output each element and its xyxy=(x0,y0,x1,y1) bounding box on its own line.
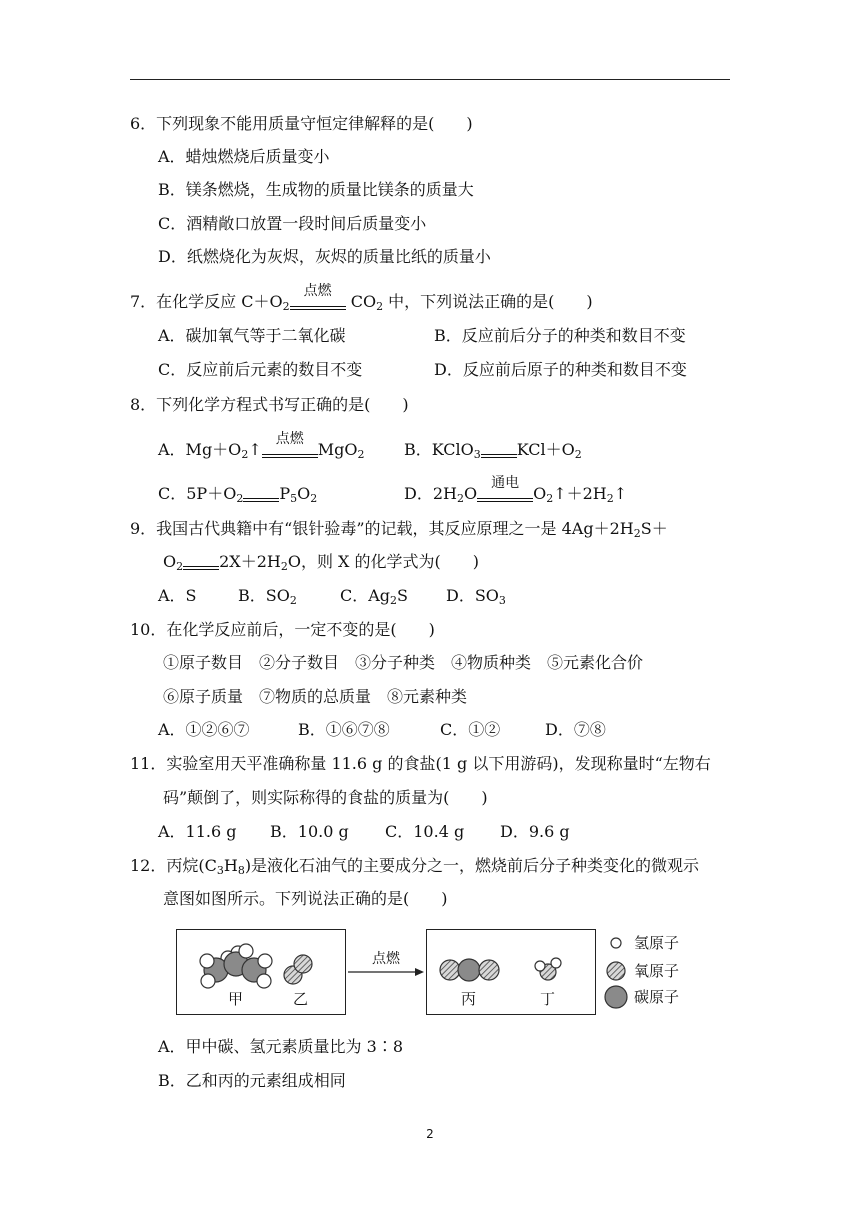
question-11-option-a: A．11.6 g xyxy=(158,822,237,841)
q8d-o2: O xyxy=(533,484,547,503)
question-11-option-c: C．10.4 g xyxy=(385,822,465,841)
question-10-option-a: A．①②⑥⑦ xyxy=(158,720,250,739)
q9-sub-c: 2 xyxy=(280,560,288,573)
question-6-option-d: D．纸燃烧化为灰烬，灰烬的质量比纸的质量小 xyxy=(158,247,491,266)
condition-label: 点燃 xyxy=(275,431,304,447)
legend-oxygen-label: 氧原子 xyxy=(634,962,680,980)
reaction-condition xyxy=(262,431,318,465)
q9b-text: B．SO xyxy=(238,586,290,605)
equals-sign xyxy=(481,445,517,465)
equals-bar xyxy=(262,454,318,458)
q8d-h2: ↑＋2H xyxy=(553,484,607,503)
question-6-option-a: A．蜡烛燃烧后质量变小 xyxy=(158,147,330,166)
label-ding: 丁 xyxy=(540,990,556,1008)
reaction-arrow xyxy=(348,968,424,976)
question-12-line-1 xyxy=(130,856,699,881)
question-6-option-c: C．酒精敞口放置一段时间后质量变小 xyxy=(158,214,427,233)
question-7-stem xyxy=(130,283,593,317)
question-8-option-c xyxy=(158,484,317,509)
question-8-option-b xyxy=(404,440,582,465)
question-7-option-c: C．反应前后元素的数目不变 xyxy=(158,360,363,379)
legend-oxygen-symbol xyxy=(607,962,625,980)
question-11-line-2: 码”颠倒了，则实际称得的食盐的质量为( ) xyxy=(163,788,488,807)
question-8-option-a xyxy=(158,431,365,465)
q9c-s: S xyxy=(397,586,409,605)
q8a-sub: 2 xyxy=(241,448,249,461)
q9b-sub: 2 xyxy=(289,594,297,607)
q9d-sub: 3 xyxy=(498,594,506,607)
question-10-items-2: ⑥原子质量 ⑦物质的总质量 ⑧元素种类 xyxy=(163,687,468,706)
water-molecule xyxy=(535,958,561,980)
q12-text-a: 12．丙烷(C xyxy=(130,856,217,875)
q8b-text: B．KClO xyxy=(404,440,474,459)
q8b-product-sub: 2 xyxy=(574,448,582,461)
page-number: 2 xyxy=(426,1127,434,1141)
q9-text-a: 9．我国古代典籍中有“银针验毒”的记载，其反应原理之一是 4Ag＋2H xyxy=(130,519,634,538)
question-11-option-b: B．10.0 g xyxy=(270,822,349,841)
q8b-sub: 3 xyxy=(473,448,481,461)
reaction-condition xyxy=(477,475,533,509)
legend-carbon-label: 碳原子 xyxy=(634,988,680,1006)
label-bing: 丙 xyxy=(461,990,477,1008)
q9d-text: D．SO xyxy=(446,586,499,605)
question-9-line-1 xyxy=(130,519,668,544)
propane-molecule xyxy=(200,944,272,988)
question-9-option-c xyxy=(340,586,408,611)
legend-hydrogen-label: 氢原子 xyxy=(634,934,680,952)
legend xyxy=(605,938,627,1008)
q8c-text: C．5P＋O xyxy=(158,484,237,503)
carbon-dioxide-molecule xyxy=(440,959,499,981)
arrow-label: 点燃 xyxy=(372,951,400,967)
condition-label: 通电 xyxy=(491,475,520,491)
question-8-stem: 8．下列化学方程式书写正确的是( ) xyxy=(130,395,409,414)
q8c-sub2: 2 xyxy=(310,492,318,505)
equals-bar xyxy=(290,306,346,310)
q7-sub-b: 2 xyxy=(376,300,384,313)
q12-text-c: )是液化石油气的主要成分之一，燃烧前后分子种类变化的微观示 xyxy=(244,856,700,875)
q7-text-a: 7．在化学反应 C＋O xyxy=(130,292,283,311)
legend-carbon-symbol xyxy=(605,986,627,1008)
question-9-option-a: A．S xyxy=(158,586,197,605)
question-11-option-d: D．9.6 g xyxy=(500,822,570,841)
question-10-option-b: B．①⑥⑦⑧ xyxy=(298,720,390,739)
q8d-sub: 2 xyxy=(456,492,464,505)
q9-text-e: O，则 X 的化学式为( ) xyxy=(287,552,480,571)
q8d-text: D．2H xyxy=(404,484,457,503)
q12-sub-a: 3 xyxy=(216,864,224,877)
q8d-o: O xyxy=(463,484,478,503)
q9-text-c: O xyxy=(163,552,177,571)
question-9-line-2 xyxy=(163,552,479,577)
q12-text-b: H xyxy=(223,856,238,875)
q8a-arrow: ↑ xyxy=(248,440,262,459)
q7-sub-a: 2 xyxy=(282,300,290,313)
q8c-o: O xyxy=(297,484,311,503)
question-10-option-d: D．⑦⑧ xyxy=(545,720,606,739)
reaction-condition xyxy=(290,283,346,317)
q9-text-d: 2X＋2H xyxy=(219,552,281,571)
q9c-sub: 2 xyxy=(390,594,398,607)
question-12-line-2: 意图如图所示。下列说法正确的是( ) xyxy=(163,889,448,908)
molecule-reaction-diagram xyxy=(176,929,736,1019)
question-7-option-a: A．碳加氧气等于二氧化碳 xyxy=(158,326,346,345)
q8d-arrow: ↑ xyxy=(613,484,628,503)
q9-sub-b: 2 xyxy=(176,560,184,573)
q8a-product: MgO xyxy=(317,440,358,459)
question-12-option-a: A．甲中碳、氢元素质量比为 3∶8 xyxy=(158,1037,404,1056)
question-12-option-b: B．乙和丙的元素组成相同 xyxy=(158,1071,346,1090)
question-6-stem: 6．下列现象不能用质量守恒定律解释的是( ) xyxy=(130,114,473,133)
question-7-option-d: D．反应前后原子的种类和数目不变 xyxy=(434,360,687,379)
question-9-option-d xyxy=(446,586,506,611)
header-rule xyxy=(130,79,730,80)
q9c-text: C．Ag xyxy=(340,586,391,605)
q12-sub-b: 8 xyxy=(237,864,245,877)
oxygen-molecule xyxy=(284,955,312,984)
condition-label: 点燃 xyxy=(303,283,332,299)
question-10-option-c: C．①② xyxy=(440,720,501,739)
equals-bar xyxy=(477,498,533,502)
question-8-option-d xyxy=(404,475,628,509)
question-6-option-b: B．镁条燃烧，生成物的质量比镁条的质量大 xyxy=(158,180,474,199)
question-10-items-1: ①原子数目 ②分子数目 ③分子种类 ④物质种类 ⑤元素化合价 xyxy=(163,653,644,672)
q8c-p: P xyxy=(279,484,291,503)
q8a-product-sub: 2 xyxy=(357,448,365,461)
q9-text-b: S＋ xyxy=(640,519,668,538)
question-9-option-b xyxy=(238,586,297,611)
q8c-sub1: 5 xyxy=(290,492,298,505)
legend-hydrogen-symbol xyxy=(611,938,621,948)
equals-sign xyxy=(243,489,279,509)
q8c-sub: 2 xyxy=(236,492,244,505)
question-11-line-1: 11．实验室用天平准确称量 11.6 g 的食盐(1 g 以下用游码)，发现称量时“左物右 xyxy=(130,754,711,773)
q9-sub-a: 2 xyxy=(633,527,641,540)
q7-text-c: 中，下列说法正确的是( ) xyxy=(383,292,593,311)
q7-text-b: CO xyxy=(345,292,377,311)
question-10-stem: 10．在化学反应前后，一定不变的是( ) xyxy=(130,620,435,639)
q8d-o2-sub: 2 xyxy=(546,492,554,505)
q8b-product: KCl＋O xyxy=(516,440,575,459)
label-jia: 甲 xyxy=(228,990,244,1008)
q8d-h2-sub: 2 xyxy=(606,492,614,505)
equals-sign xyxy=(183,557,219,577)
question-7-option-b: B．反应前后分子的种类和数目不变 xyxy=(434,326,686,345)
q8a-text: A．Mg＋O xyxy=(158,440,242,459)
label-yi: 乙 xyxy=(293,990,309,1008)
